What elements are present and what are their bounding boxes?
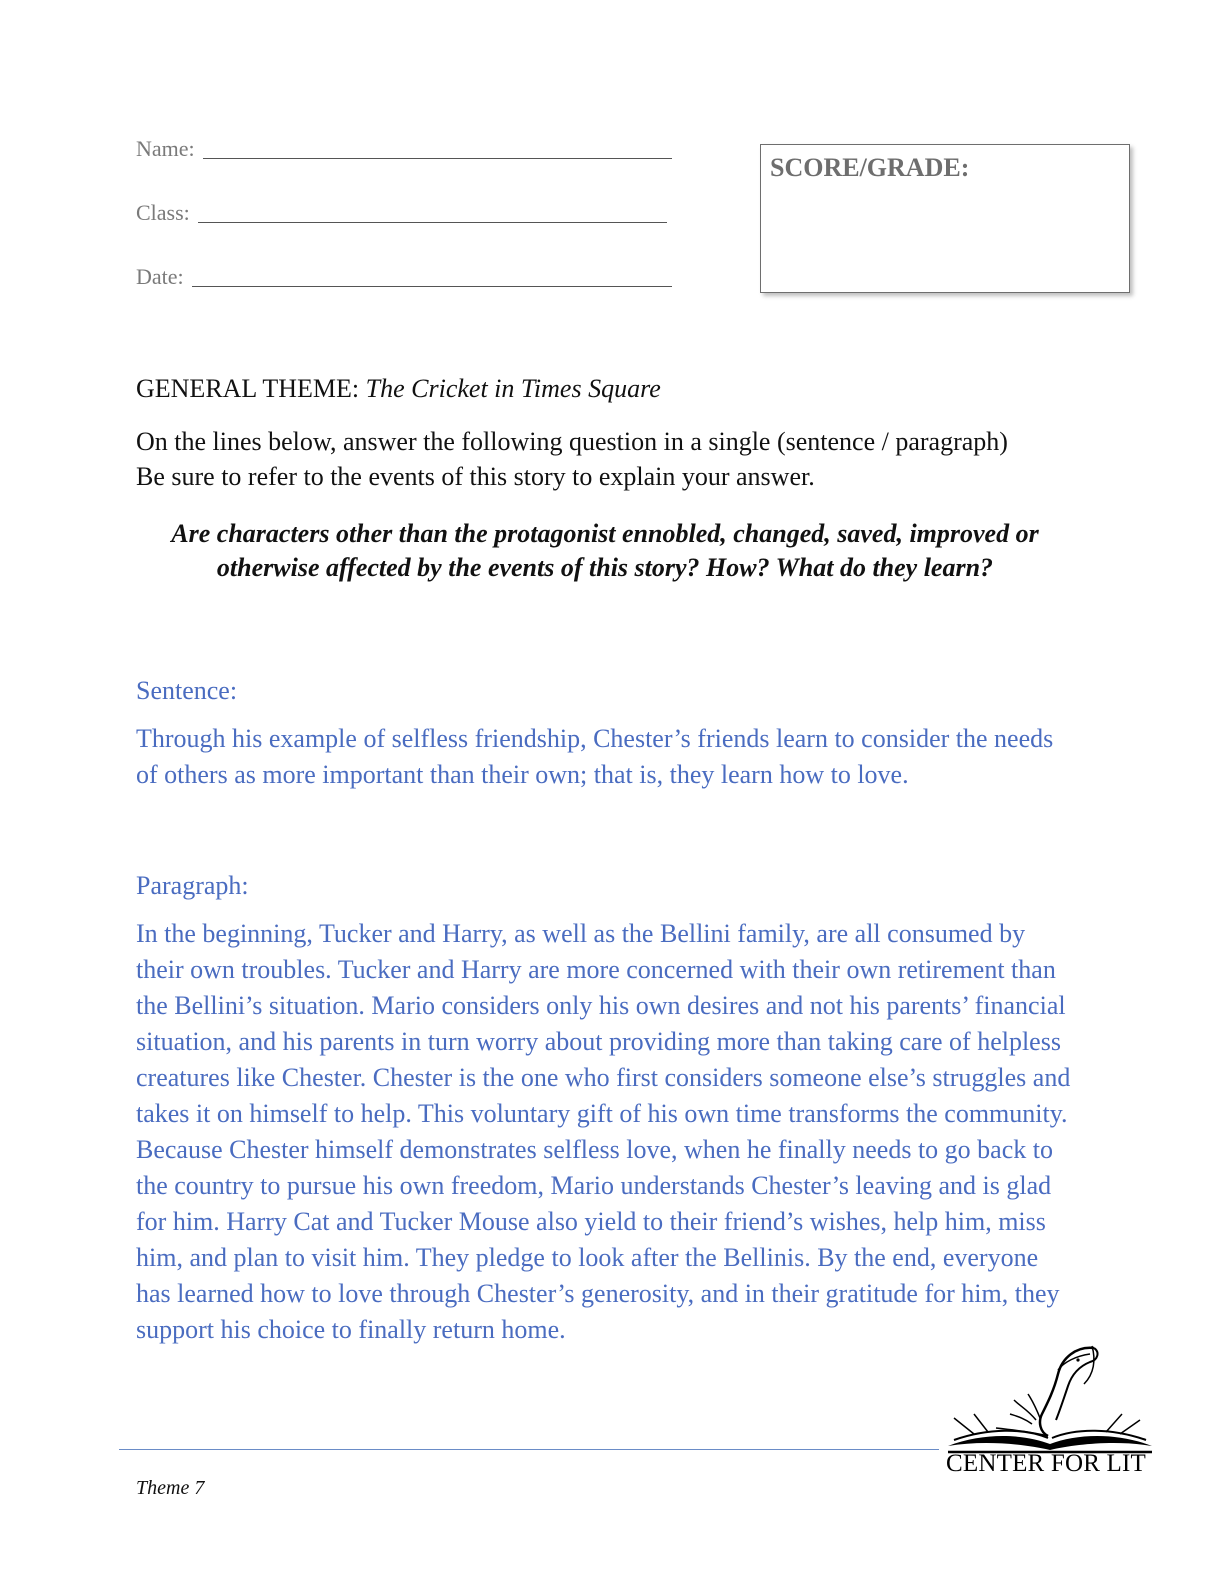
date-input-line[interactable] [192,264,672,287]
footer-divider [119,1449,939,1450]
paragraph-label: Paragraph: [136,871,249,900]
center-for-lit-logo-text: CENTER FOR LIT [946,1450,1147,1477]
paragraph-answer: In the beginning, Tucker and Harry, as well as the Bellini family, are all consumed by their own troubles. Tucker and Harry are more concerned with their own retirement than the Bellini’s situation. Mario considers only his own desires and not his parents’ financial situation, and his parents in turn worry about providing more than taking care of helpless creatures like Chester. Chester is the one who first considers someone else’s struggles and takes it on himself to help. This voluntary gift of his own time transforms the community. Because Chester himself demonstrates selfless love, when he finally needs to go back to the country to pursue his own freedom, Mario understands Chester’s leaving and is glad for him. Harry Cat and Tucker Mouse also yield to their friend’s wishes, help him, miss him, and plan to visit him. They pledge to look after the Bellinis. By the end, everyone has learned how to love through Chester’s generosity, and in their gratitude for him, they support his choice to finally return home. [136,919,1071,1344]
book-title: The Cricket in Times Square [365,374,661,403]
name-field [136,136,672,162]
date-field [136,264,672,290]
score-grade-box [760,144,1130,293]
instructions-text: On the lines below, answer the following question in a single (sentence / paragraph) Be sure to refer to the events of this story to explain your answer. [136,427,1008,491]
footer-page-label: Theme 7 [136,1477,205,1499]
general-theme-line [136,374,661,404]
class-field [136,200,667,226]
sentence-answer: Through his example of selfless friendship, Chester’s friends learn to consider the needs of others as more important than their own; that is, they learn how to love. [136,724,1054,789]
name-label: Name: [136,136,195,161]
theme-prefix: GENERAL THEME: [136,374,366,403]
question-text: Are characters other than the protagonist ennobled, changed, saved, improved or otherwise affected by the events of this story? How? What do they learn? [171,519,1039,582]
date-label: Date: [136,264,184,289]
score-grade-label: SCORE/GRADE: [770,153,970,182]
name-input-line[interactable] [203,136,672,159]
class-input-line[interactable] [198,200,667,223]
sentence-label: Sentence: [136,676,238,705]
class-label: Class: [136,200,190,225]
